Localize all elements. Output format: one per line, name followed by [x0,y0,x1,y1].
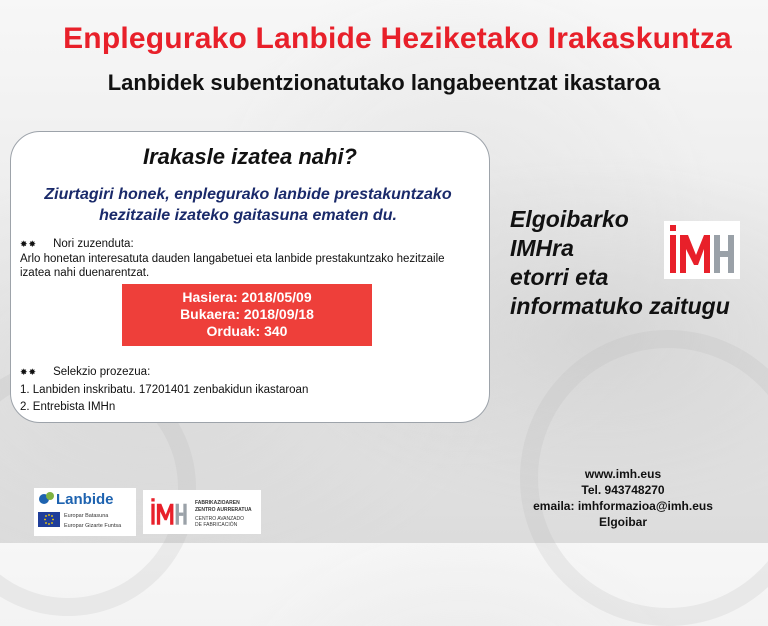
page-subtitle: Lanbidek subentzionatutako langabeentzat ikastaroa [107,70,661,95]
contact-block [528,466,718,530]
contact-phone: Tel. 943748270 [581,483,665,497]
start-date: Hasiera: 2018/05/09 [182,289,312,305]
invitation-line-2: IMHra [510,235,574,261]
eu-flag-icon [38,512,60,527]
lanbide-icon [38,490,56,508]
imh-center-text-2: ZENTRO AURRERATUA [195,507,252,513]
selection-item-1: 1. Lanbiden inskribatu. 17201401 zenbakidun ikastaroan [20,384,309,396]
invitation-line-4: informatuko zaitugu [510,293,730,319]
certificate-line-2: hezitzaile izateko gaitasuna ematen du. [99,207,397,224]
target-heading: Nori zuzenduta: [53,238,134,250]
contact-email[interactable]: emaila: imhformazioa@imh.eus [533,499,713,513]
target-line-2: izatea nahi duenarentzat. [20,267,150,279]
selection-heading: Selekzio prozezua: [53,366,151,378]
invitation-line-3: etorri eta [510,264,609,290]
certificate-text [18,184,478,226]
sparkle-icon: ✸✸ [20,239,38,249]
imh-logo [664,221,740,279]
course-hours: Orduak: 340 [206,323,288,339]
contact-web[interactable]: www.imh.eus [584,467,662,481]
selection-item-2: 2. Entrebista IMHn [20,401,116,413]
sparkle-icon: ✸✸ [20,367,38,377]
selection-heading-row [20,366,150,378]
selection-list [20,382,480,416]
end-date: Bukaera: 2018/09/18 [180,306,314,322]
lanbide-logo [34,488,136,536]
imh-center-logo [143,490,261,534]
target-text [20,252,480,280]
target-line-1: Arlo honetan interesatuta dauden langabetuei eta lanbide prestakuntzako hezitzaile [20,253,445,265]
card-question: Irakasle izatea nahi? [143,144,357,169]
contact-city: Elgoibar [598,515,647,529]
invitation-line-1: Elgoibarko [510,206,629,232]
lanbide-name: Lanbide [56,491,114,508]
dates-box [122,284,372,346]
imh-center-text-1: FABRIKAZIOAREN [195,500,240,506]
imh-small-icon [147,496,191,528]
imh-center-text-4: DE FABRICACIÓN [195,522,238,528]
certificate-line-1: Ziurtagiri honek, enplegurako lanbide prestakuntzako [44,186,452,203]
imh-center-text-3: CENTRO AVANZADO [195,516,244,522]
page-title: Enplegurako Lanbide Heziketako Irakaskuntza [63,22,732,55]
eu-text-2: Europar Gizarte Funtsa [64,523,122,529]
target-heading-row [20,238,134,250]
eu-text-1: Europar Batasuna [64,513,109,519]
